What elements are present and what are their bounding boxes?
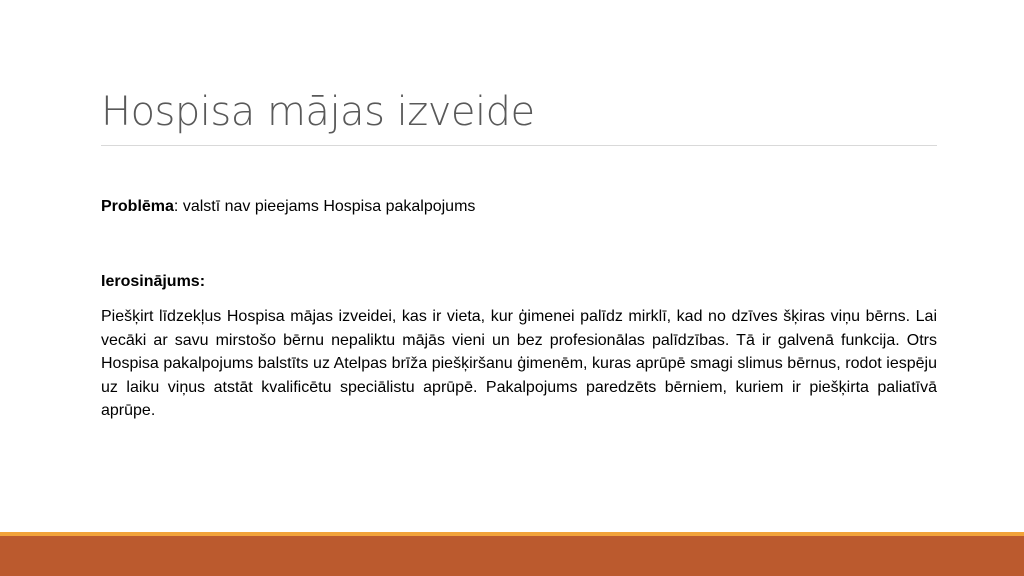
problem-paragraph (101, 196, 937, 218)
title-divider (101, 145, 937, 146)
footer-accent-bar (0, 536, 1024, 576)
proposal-heading: Ierosinājums: (101, 273, 206, 290)
problem-label: Problēma (101, 198, 174, 215)
slide-title: Hospisa mājas izveide (101, 89, 535, 135)
proposal-text: Piešķirt līdzekļus Hospisa mājas izveidei, kas ir vieta, kur ģimenei palīdz mirklī, kad no dzīves šķiras viņu bērns. Lai vecāki ar savu mirstošo bērnu nepaliktu mājās vieni un bez profesionālas palīdzības. Tā ir galvenā funkcija. Otrs Hospisa pakalpojums balstīts uz Atelpas brīža piešķiršanu ģimenēm, kuras aprūpē smagi slimus bērnus, rodot iespēju uz laiku viņus atstāt kvalificētu speciālistu aprūpē. Pakalpojums paredzēts bērniem, kuriem ir piešķirta paliatīvā aprūpe. (101, 308, 937, 419)
slide-body (101, 196, 937, 423)
problem-text: : valstī nav pieejams Hospisa pakalpojums (173, 198, 476, 215)
